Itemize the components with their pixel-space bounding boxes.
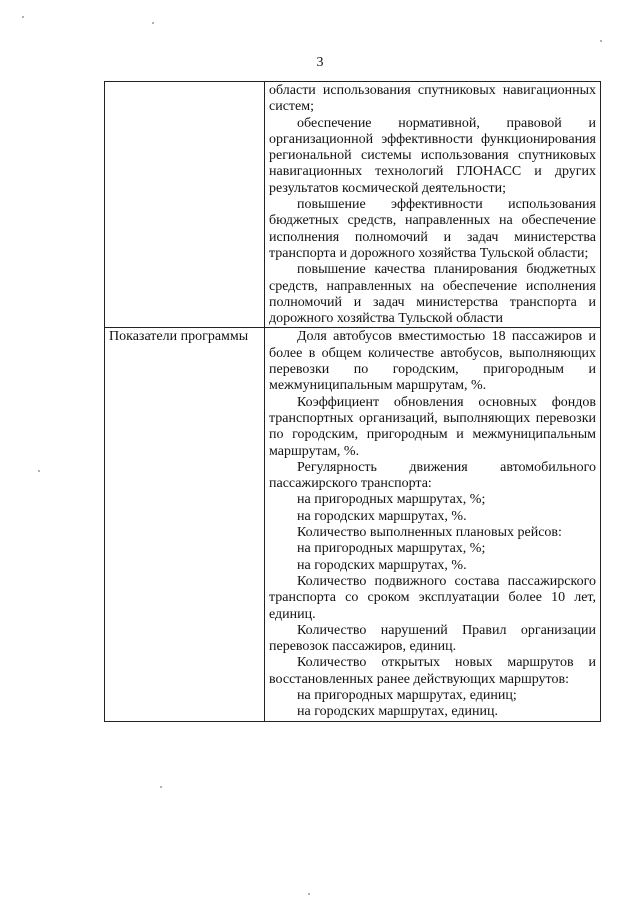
row-content-cell [265,328,601,721]
table-row-objectives-continued [105,82,601,328]
paragraph: обеспечение нормативной, правовой и организационной эффективности функционирования региональной системы использования спутниковых навигационных технологий ГЛОНАСС и других результатов космической деятельности; [269,115,596,196]
program-passport-table [104,81,601,722]
paragraph: на пригородных маршрутах, единиц; [297,687,517,703]
paragraph: на городских маршрутах, единиц. [297,704,499,720]
paragraph: Количество открытых новых маршрутов и восстановленных ранее действующих маршрутов: [269,655,596,687]
paragraph: Количество выполненных плановых рейсов: [297,525,562,541]
row-label-cell [105,82,265,328]
paragraph: на пригородных маршрутах, %; [297,541,486,557]
paragraph: Количество подвижного состава пассажирского транспорта со сроком эксплуатации более 10 лет, единиц. [269,573,596,622]
page-number: 3 [316,55,324,70]
row-label: Показатели программы [109,329,249,345]
paragraph: Количество нарушений Правил организации перевозок пассажиров, единиц. [269,622,596,655]
paragraph: Коэффициент обновления основных фондов транспортных организаций, выполняющих перевозки по городским, пригородным и межмуниципальным маршрутам, %. [269,394,596,459]
table-row-program-indicators [105,328,601,721]
scan-speck [308,893,310,895]
row-label-cell [105,328,265,721]
row-content-cell [265,82,601,328]
paragraph: на городских маршрутах, %. [297,557,467,573]
paragraph: на городских маршрутах, %. [297,508,467,524]
scan-speck [600,40,602,42]
scan-speck [22,16,24,18]
paragraph: повышение эффективности использования бюджетных средств, направленных на обеспечение исполнения полномочий и задач министерства транспорта и дорожного хозяйства Тульской области; [269,197,596,261]
scan-speck [152,22,154,24]
scan-speck [38,470,40,472]
paragraph: на пригородных маршрутах, %; [297,492,486,508]
paragraph: повышение качества планирования бюджетных средств, направленных на обеспечение исполнения полномочий и задач министерства транспорта и дорожного хозяйства Тульской области [269,262,596,327]
paragraph: Доля автобусов вместимостью 18 пассажиров и более в общем количестве автобусов, выполняющих перевозки по городским, пригородным и межмуниципальным маршрутам, %. [269,329,596,394]
paragraph: области использования спутниковых навигационных систем; [269,83,596,115]
paragraph: Регулярность движения автомобильного пассажирского транспорта: [269,459,596,492]
scan-speck [160,786,162,788]
